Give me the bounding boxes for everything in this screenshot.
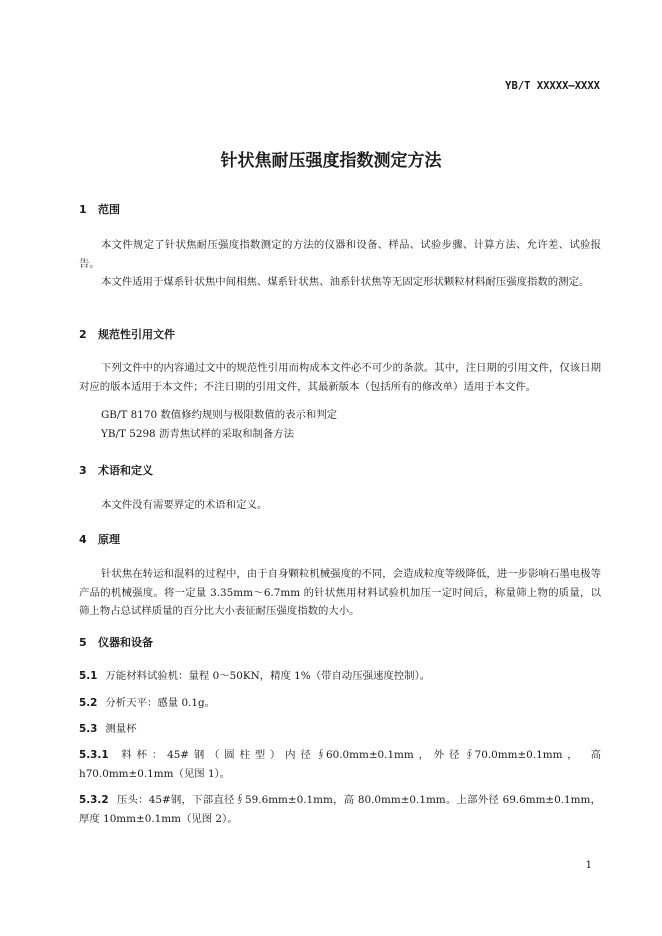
clause-5-3-1: 5.3.1 料杯：45#钢（圆柱型）内径∮60.0mm±0.1mm，外径∮70.0mm±0.1mm， 高 h70.0mm±0.1mm（见图 1）。 bbox=[79, 749, 601, 780]
section-2-para-1: 下列文件中的内容通过文中的规范性引用而构成本文件必不可少的条款。其中，注日期的引用文件，仅该日期对应的版本适用于本文件；不注日期的引用文件，其最新版本（包括所有的修改单）适用于本文件。 bbox=[79, 362, 601, 393]
page-number: 1 bbox=[585, 860, 592, 871]
section-4-heading: 4 原理 bbox=[79, 533, 120, 546]
section-5-heading: 5 仪器和设备 bbox=[79, 636, 153, 649]
clause-5-3-2: 5.3.2 压头：45#钢，下部直径∮59.6mm±0.1mm，高 80.0mm±0.1mm。上部外径 69.6mm±0.1mm，厚度 10mm±0.1mm（见图 2）。 bbox=[79, 794, 601, 825]
section-1-para-2: 本文件适用于煤系针状焦中间相焦、煤系针状焦、油系针状焦等无固定形状颗粒材料耐压强度指数的测定。 bbox=[101, 276, 590, 288]
section-2-heading: 2 规范性引用文件 bbox=[79, 328, 175, 341]
clause-5-2: 5.2 分析天平：感量 0.1g。 bbox=[79, 697, 216, 709]
standard-code: YB/T XXXXX—XXXX bbox=[505, 80, 600, 92]
clause-5-3: 5.3 测量杯 bbox=[79, 723, 137, 735]
clause-5-1: 5.1 万能材料试验机：量程 0～50KN，精度 1%（带自动压强速度控制）。 bbox=[79, 670, 431, 682]
section-4-para-1: 针状焦在转运和混料的过程中，由于自身颗粒机械强度的不同，会造成粒度等级降低，进一步影响石墨电极等产品的机械强度。将一定量 3.35mm～6.7mm 的针状焦用材料试验机加压一定时间后，称量筛上物的质量，以筛上物占总试样质量的百分比大小表征耐压强度指数的大小。 bbox=[79, 568, 601, 617]
section-3-para-1: 本文件没有需要界定的术语和定义。 bbox=[101, 499, 268, 511]
document-title: 针状焦耐压强度指数测定方法 bbox=[220, 151, 442, 171]
section-1-heading: 1 范围 bbox=[79, 203, 120, 216]
section-1-para-1: 本文件规定了针状焦耐压强度指数测定的方法的仪器和设备、样品、试验步骤、计算方法、允许差、试验报告。 bbox=[79, 239, 601, 270]
section-3-heading: 3 术语和定义 bbox=[79, 464, 153, 477]
reference-gb-t-8170: GB/T 8170 数值修约规则与极限数值的表示和判定 bbox=[101, 409, 338, 421]
reference-yb-t-5298: YB/T 5298 沥青焦试样的采取和制备方法 bbox=[101, 428, 295, 440]
